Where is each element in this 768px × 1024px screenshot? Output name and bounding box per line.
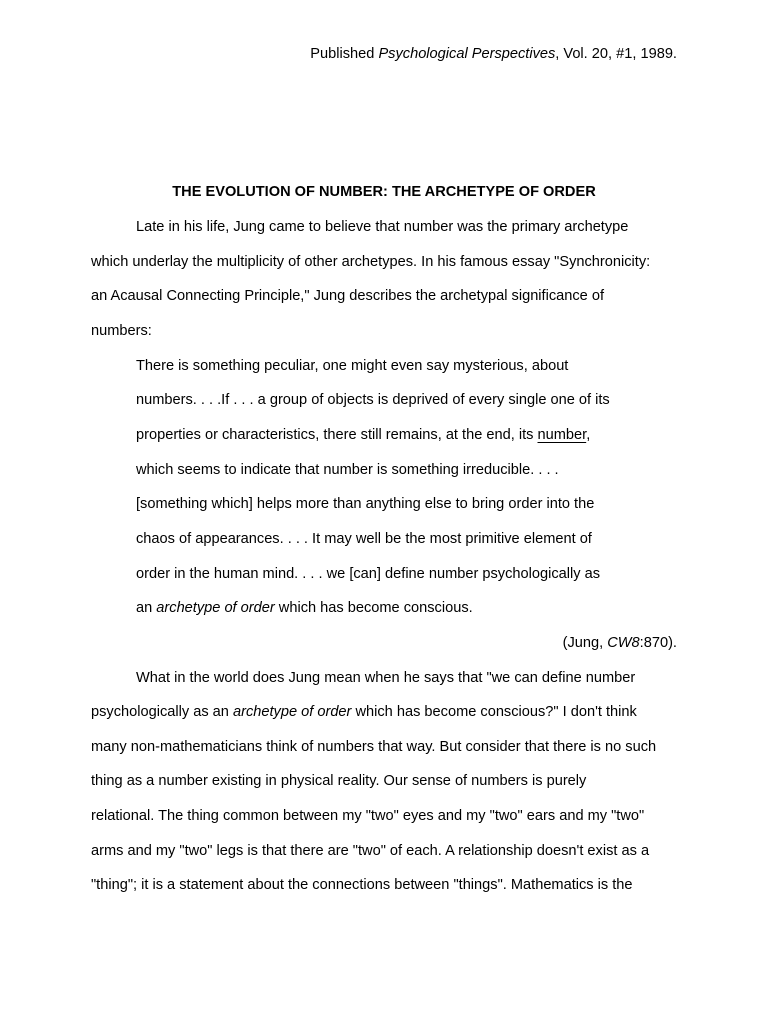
header-suffix: , Vol. 20, #1, 1989. <box>555 46 677 62</box>
paragraph-line: many non-mathematicians think of numbers that way. But consider that there is no such <box>91 739 657 755</box>
paragraph-line: "thing"; it is a statement about the connections between "things". Mathematics is the <box>91 877 633 893</box>
paragraph-text: which has become conscious?" I don't think <box>351 704 637 720</box>
quote-line: which seems to indicate that number is something irreducible. . . . <box>136 462 559 478</box>
paragraph-line: Late in his life, Jung came to believe that number was the primary archetype <box>136 219 629 235</box>
quote-text: an <box>136 600 157 616</box>
quote-line: order in the human mind. . . . we [can] define number psychologically as <box>136 566 600 582</box>
quote-text: properties or characteristics, there still remains, at the end, its <box>136 427 538 443</box>
paragraph-text: psychologically as an <box>91 704 233 720</box>
quote-line: [something which] helps more than anything else to bring order into the <box>136 496 595 512</box>
header-prefix: Published <box>310 46 379 62</box>
quote-text: which has become conscious. <box>274 600 473 616</box>
paragraph-line: which underlay the multiplicity of other archetypes. In his famous essay "Synchronicity: <box>91 254 651 270</box>
italic-phrase: archetype of order <box>232 704 352 720</box>
paragraph-line: an Acausal Connecting Principle," Jung describes the archetypal significance of <box>91 288 605 304</box>
paragraph-line: thing as a number existing in physical reality. Our sense of numbers is purely <box>91 773 587 789</box>
paragraph-line: relational. The thing common between my "two" eyes and my "two" ears and my "two" <box>91 808 645 824</box>
italic-phrase: archetype of order <box>156 600 275 616</box>
publication-header <box>310 45 677 63</box>
paragraph-line: arms and my "two" legs is that there are "two" of each. A relationship doesn't exist as a <box>91 843 650 859</box>
citation-suffix: :870). <box>639 635 677 651</box>
quote-line: numbers. . . .If . . . a group of objects is deprived of every single one of its <box>136 392 610 408</box>
underlined-number: number <box>537 427 587 443</box>
paragraph-line: What in the world does Jung mean when he says that "we can define number <box>136 670 636 686</box>
quote-line <box>136 599 473 617</box>
document-title: THE EVOLUTION OF NUMBER: THE ARCHETYPE OF ORDER <box>172 184 596 200</box>
quote-line: There is something peculiar, one might even say mysterious, about <box>136 358 569 374</box>
citation-volume: CW8 <box>607 635 640 651</box>
quote-line: chaos of appearances. . . . It may well be the most primitive element of <box>136 531 592 547</box>
paragraph-line: numbers: <box>91 323 152 339</box>
citation-prefix: (Jung, <box>562 635 608 651</box>
quote-comma: , <box>586 427 591 443</box>
journal-name: Psychological Perspectives <box>378 46 556 62</box>
quote-line <box>136 426 590 444</box>
citation <box>563 634 677 652</box>
paragraph-line <box>91 703 637 721</box>
